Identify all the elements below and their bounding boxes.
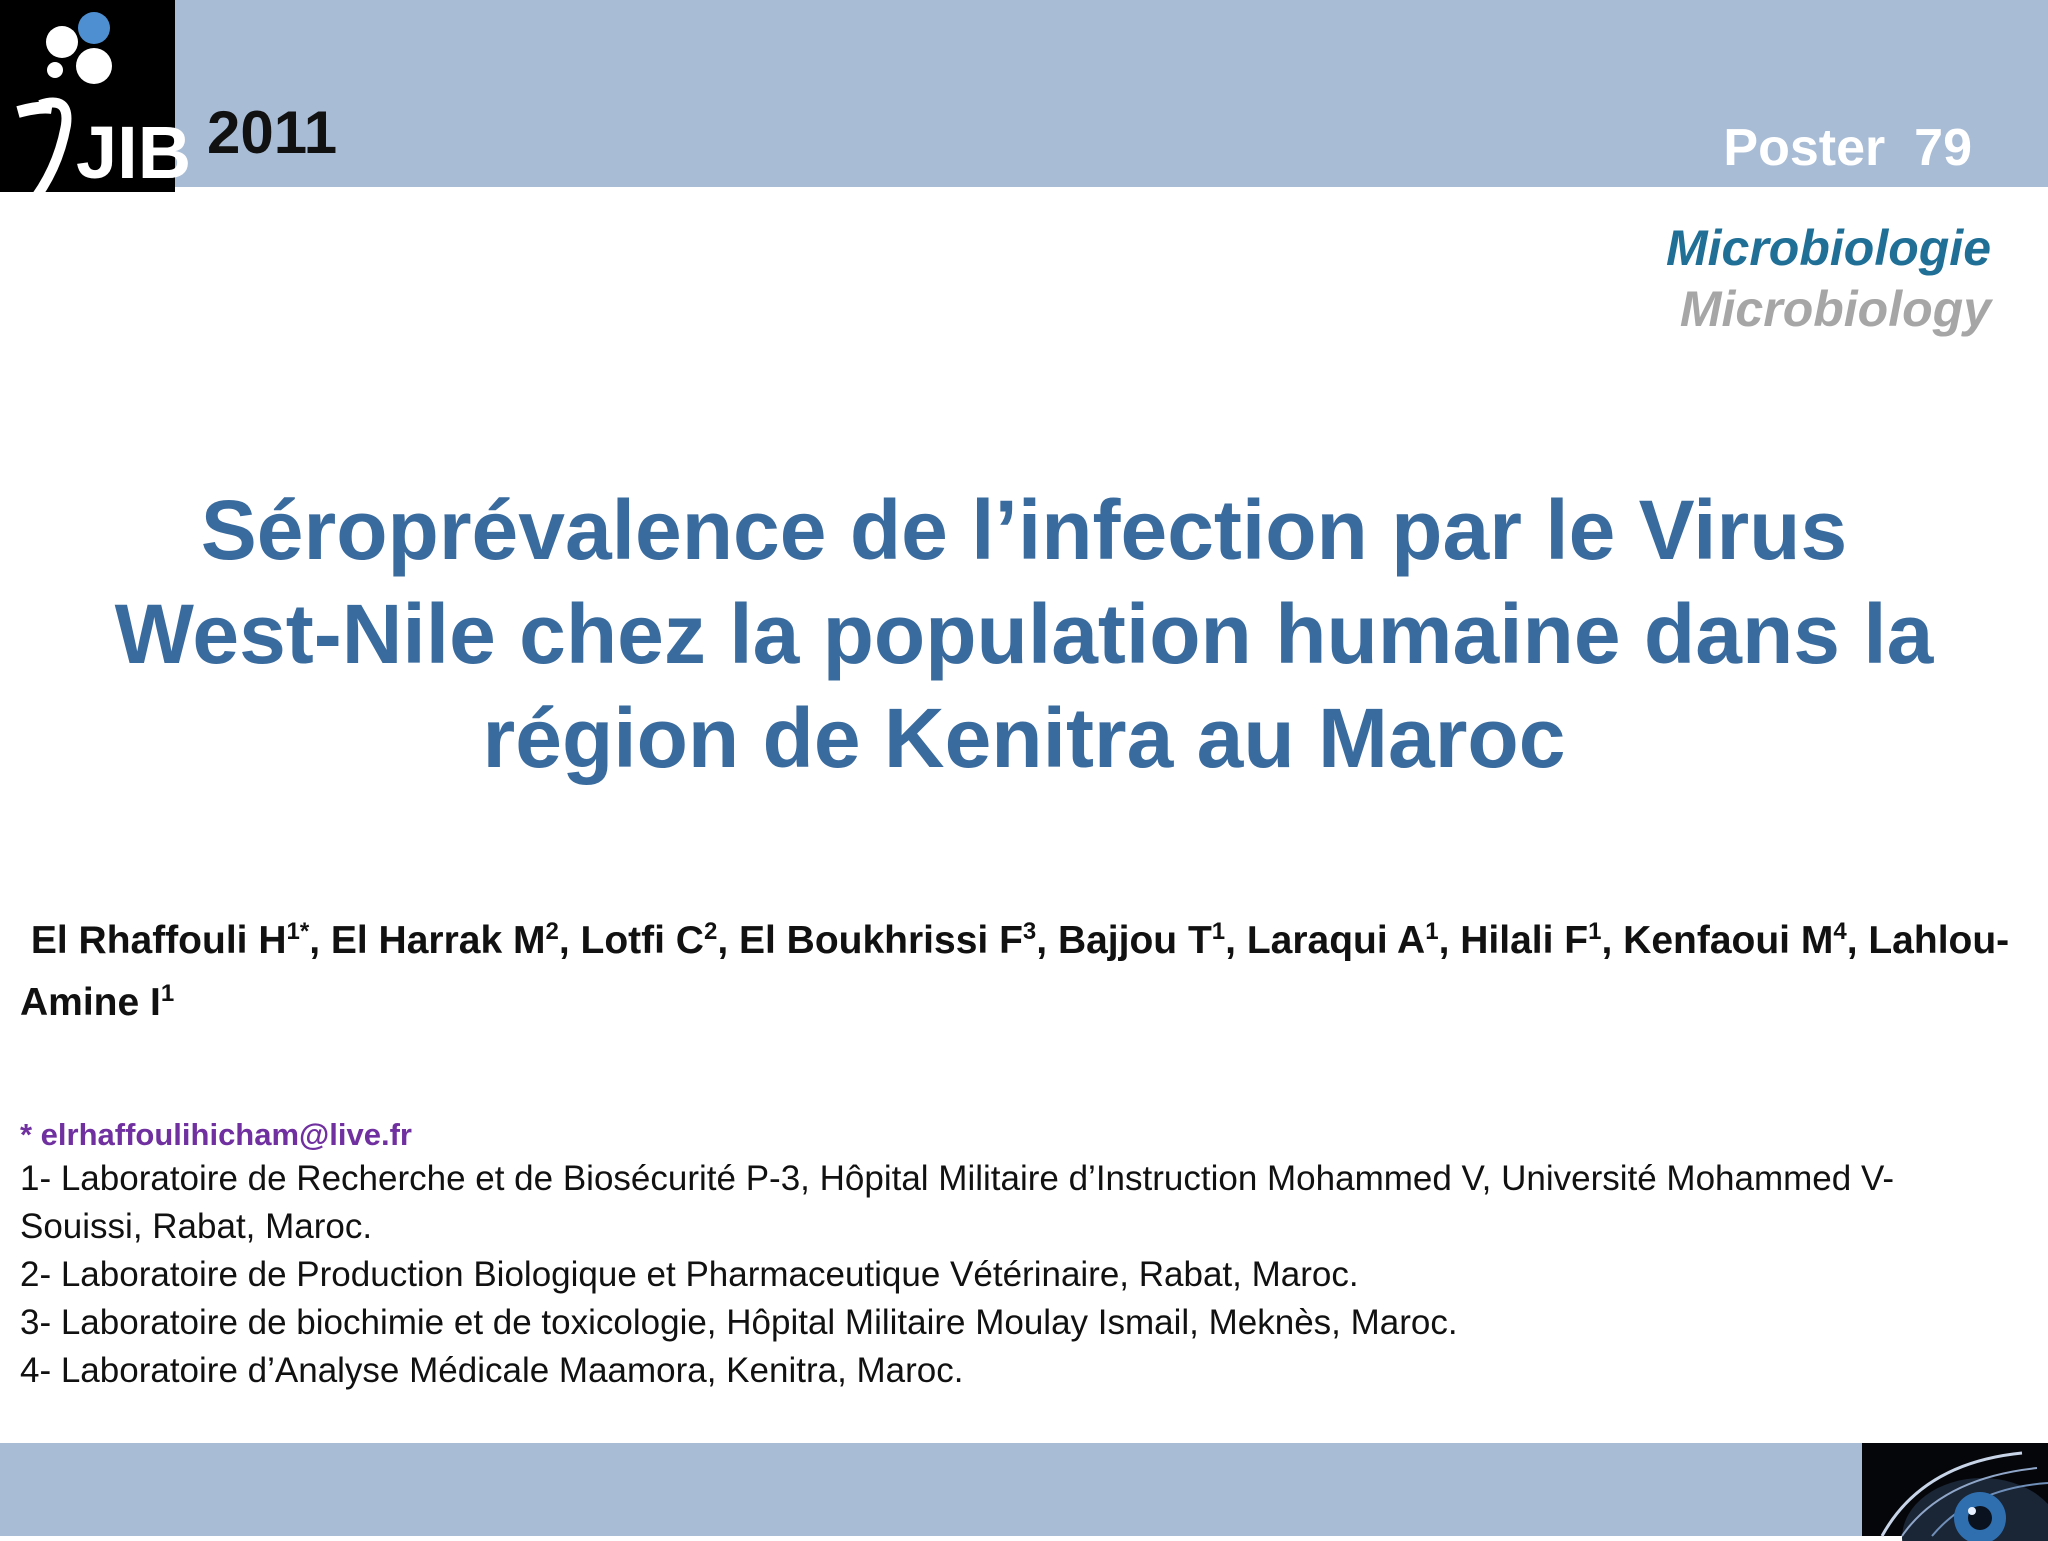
category-block (1666, 218, 1991, 340)
author-affiliation-mark: 2 (545, 918, 559, 945)
category-english: Microbiology (1679, 281, 1991, 337)
author-affiliation-mark: 1* (286, 918, 310, 945)
author: Hilali F (1460, 919, 1589, 962)
poster-title (20, 478, 2028, 790)
author-affiliation-mark: 1 (1425, 918, 1439, 945)
author: Laraqui A (1246, 919, 1426, 962)
contact-email[interactable]: * elrhaffoulihicham@live.fr (20, 1117, 412, 1152)
title-line-1: Séroprévalence de l’infection par le Virus (200, 483, 1848, 577)
affiliation-item: 4- Laboratoire d’Analyse Médicale Maamora, Kenitra, Maroc. (20, 1351, 964, 1390)
author: El Harrak M (330, 919, 546, 962)
author-affiliation-mark: 3 (1022, 918, 1037, 945)
author-affiliation-mark: 1 (1588, 918, 1602, 945)
logo-text: JIB (76, 111, 192, 194)
affiliation-item: 2- Laboratoire de Production Biologique et Pharmaceutique Vétérinaire, Rabat, Maroc. (20, 1255, 1359, 1294)
corner-emblem-icon (1862, 1443, 2048, 1536)
category-french: Microbiologie (1666, 220, 1991, 276)
jib-logo (0, 0, 192, 194)
affiliation-item: 1- Laboratoire de Recherche et de Biosécurité P-3, Hôpital Militaire d’Instruction Mohammed V, Université Mohammed V-Souissi, Rabat, Maroc. (20, 1159, 1895, 1246)
author: El Rhaffouli H (30, 919, 287, 962)
author-list: El Rhaffouli $H^{1*}$, El Harrak $M^2$, Lotfi $C^2$, El Boukhrissi $F^3$, Bajjou $T^1$, Laraqui $A^1$, Hilali $F^1$, Kenfaoui $M^4$, Lahlou-Amine $I^1$ (20, 918, 2010, 1024)
author: Bajjou T (1057, 919, 1212, 962)
author: Kenfaoui M (1623, 919, 1834, 962)
title-line-3: région de Kenitra au Maroc (482, 691, 1566, 785)
author: Lotfi C (580, 919, 704, 962)
poster-number: Poster 79 (1723, 119, 1972, 177)
author-affiliation-mark: 1 (1211, 918, 1226, 945)
affiliation-item: 3- Laboratoire de biochimie et de toxicologie, Hôpital Militaire Moulay Ismail, Meknès, Maroc. (20, 1303, 1458, 1342)
author: El Boukhrissi F (739, 919, 1023, 962)
author-affiliation-mark: 2 (703, 918, 718, 945)
footer-band (0, 1443, 2048, 1536)
year-label: 2011 (207, 99, 338, 166)
author: Lahlou-Amine I (20, 919, 2010, 1024)
title-line-2: West-Nile chez la population humaine dans la (114, 587, 1934, 681)
affiliation-list (20, 1155, 2000, 1395)
author-affiliation-mark: 1 (160, 980, 175, 1007)
author-affiliation-mark: 4 (1833, 918, 1847, 945)
